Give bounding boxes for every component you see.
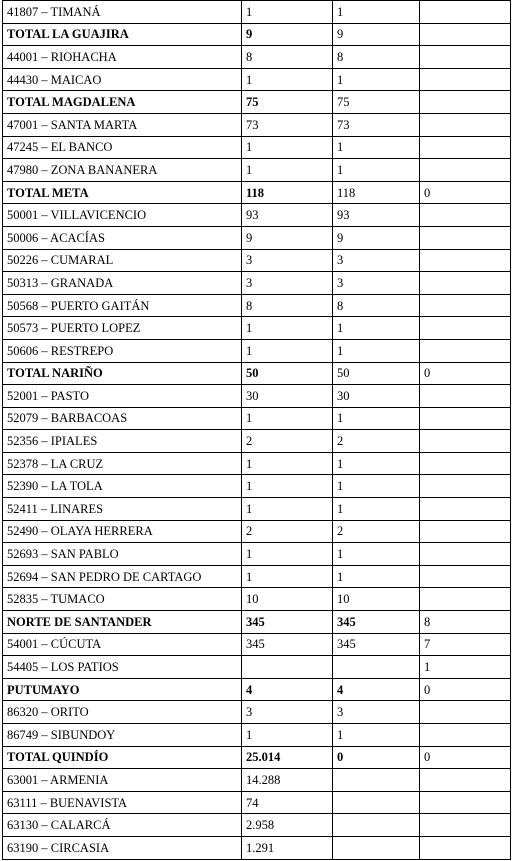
value-cell-2: 93 <box>333 204 420 227</box>
value-cell-3 <box>420 836 511 859</box>
value-cell-2: 1 <box>333 317 420 340</box>
value-cell-3 <box>420 520 511 543</box>
table-row <box>3 475 511 498</box>
value-cell-3 <box>420 407 511 430</box>
value-cell-3 <box>420 1 511 24</box>
value-cell-1: 75 <box>242 91 333 114</box>
value-cell-1: 1 <box>242 724 333 747</box>
total-row <box>3 23 511 46</box>
total-row <box>3 181 511 204</box>
municipality-cell: 50001 – VILLAVICENCIO <box>3 204 242 227</box>
municipality-cell: 52378 – LA CRUZ <box>3 452 242 475</box>
value-cell-1: 8 <box>242 46 333 69</box>
municipality-cell: 52693 – SAN PABLO <box>3 543 242 566</box>
municipality-cell: 54001 – CÚCUTA <box>3 633 242 656</box>
table-row <box>3 46 511 69</box>
municipality-cell: 63001 – ARMENIA <box>3 769 242 792</box>
municipality-cell: PUTUMAYO <box>3 678 242 701</box>
municipality-cell: 44430 – MAICAO <box>3 68 242 91</box>
value-cell-3 <box>420 814 511 837</box>
value-cell-1: 1 <box>242 136 333 159</box>
value-cell-1: 1 <box>242 339 333 362</box>
municipality-cell: NORTE DE SANTANDER <box>3 611 242 634</box>
value-cell-1: 1 <box>242 565 333 588</box>
municipality-cell: TOTAL META <box>3 181 242 204</box>
table-row <box>3 814 511 837</box>
municipality-cell: 50573 – PUERTO LOPEZ <box>3 317 242 340</box>
total-row <box>3 678 511 701</box>
municipality-cell: 52001 – PASTO <box>3 385 242 408</box>
value-cell-3: 1 <box>420 656 511 679</box>
value-cell-3 <box>420 430 511 453</box>
value-cell-1: 25.014 <box>242 746 333 769</box>
municipality-cell: 50226 – CUMARAL <box>3 249 242 272</box>
value-cell-1: 1 <box>242 498 333 521</box>
table-row <box>3 113 511 136</box>
value-cell-2: 10 <box>333 588 420 611</box>
municipality-cell: 63190 – CIRCASIA <box>3 836 242 859</box>
value-cell-3 <box>420 136 511 159</box>
table-row <box>3 588 511 611</box>
municipality-cell: 41807 – TIMANÁ <box>3 1 242 24</box>
municipality-cell: TOTAL QUINDÍO <box>3 746 242 769</box>
table-row <box>3 249 511 272</box>
municipality-cell: 44001 – RIOHACHA <box>3 46 242 69</box>
value-cell-3 <box>420 565 511 588</box>
total-row <box>3 362 511 385</box>
table-row <box>3 204 511 227</box>
municipality-cell: 50006 – ACACÍAS <box>3 226 242 249</box>
municipality-cell: 52390 – LA TOLA <box>3 475 242 498</box>
table-row <box>3 701 511 724</box>
value-cell-1: 30 <box>242 385 333 408</box>
value-cell-2: 9 <box>333 226 420 249</box>
value-cell-3 <box>420 701 511 724</box>
table-row <box>3 565 511 588</box>
value-cell-3 <box>420 46 511 69</box>
municipality-cell: 47245 – EL BANCO <box>3 136 242 159</box>
value-cell-2: 1 <box>333 339 420 362</box>
table-row <box>3 226 511 249</box>
value-cell-2: 4 <box>333 678 420 701</box>
municipality-cell: 52411 – LINARES <box>3 498 242 521</box>
value-cell-2: 1 <box>333 136 420 159</box>
value-cell-3 <box>420 226 511 249</box>
value-cell-1: 1 <box>242 543 333 566</box>
table-row <box>3 317 511 340</box>
value-cell-3 <box>420 23 511 46</box>
value-cell-2: 1 <box>333 498 420 521</box>
value-cell-1: 1 <box>242 407 333 430</box>
value-cell-1: 50 <box>242 362 333 385</box>
value-cell-2: 1 <box>333 565 420 588</box>
value-cell-1: 14.288 <box>242 769 333 792</box>
value-cell-1: 8 <box>242 294 333 317</box>
value-cell-1: 1 <box>242 452 333 475</box>
value-cell-2: 1 <box>333 159 420 182</box>
value-cell-3 <box>420 317 511 340</box>
value-cell-2: 30 <box>333 385 420 408</box>
value-cell-1: 1 <box>242 68 333 91</box>
table-row <box>3 791 511 814</box>
table-row <box>3 430 511 453</box>
value-cell-3 <box>420 204 511 227</box>
value-cell-1: 118 <box>242 181 333 204</box>
value-cell-1: 9 <box>242 226 333 249</box>
value-cell-1: 73 <box>242 113 333 136</box>
value-cell-1: 74 <box>242 791 333 814</box>
value-cell-3 <box>420 543 511 566</box>
value-cell-2: 1 <box>333 1 420 24</box>
value-cell-1: 1 <box>242 159 333 182</box>
value-cell-2: 1 <box>333 475 420 498</box>
municipality-cell: 52079 – BARBACOAS <box>3 407 242 430</box>
value-cell-2: 3 <box>333 249 420 272</box>
value-cell-3: 0 <box>420 746 511 769</box>
value-cell-3 <box>420 68 511 91</box>
value-cell-2: 8 <box>333 294 420 317</box>
value-cell-1: 4 <box>242 678 333 701</box>
value-cell-3 <box>420 91 511 114</box>
table-row <box>3 769 511 792</box>
municipality-cell: 52490 – OLAYA HERRERA <box>3 520 242 543</box>
municipality-cell: TOTAL MAGDALENA <box>3 91 242 114</box>
value-cell-1: 345 <box>242 633 333 656</box>
value-cell-3 <box>420 294 511 317</box>
value-cell-2 <box>333 791 420 814</box>
total-row <box>3 91 511 114</box>
table-row <box>3 159 511 182</box>
table-row <box>3 294 511 317</box>
table-row <box>3 724 511 747</box>
value-cell-2: 2 <box>333 520 420 543</box>
value-cell-3 <box>420 475 511 498</box>
total-row <box>3 746 511 769</box>
value-cell-1: 10 <box>242 588 333 611</box>
value-cell-2 <box>333 656 420 679</box>
value-cell-3 <box>420 339 511 362</box>
value-cell-2: 50 <box>333 362 420 385</box>
table-body <box>3 1 511 860</box>
value-cell-1: 1 <box>242 1 333 24</box>
value-cell-3 <box>420 385 511 408</box>
value-cell-1 <box>242 656 333 679</box>
value-cell-1: 3 <box>242 701 333 724</box>
table-row <box>3 656 511 679</box>
total-row <box>3 611 511 634</box>
value-cell-2: 8 <box>333 46 420 69</box>
municipality-cell: 52835 – TUMACO <box>3 588 242 611</box>
value-cell-2: 0 <box>333 746 420 769</box>
municipality-cell: 50606 – RESTREPO <box>3 339 242 362</box>
table-row <box>3 407 511 430</box>
value-cell-3: 0 <box>420 678 511 701</box>
value-cell-1: 9 <box>242 23 333 46</box>
value-cell-3: 7 <box>420 633 511 656</box>
municipality-cell: TOTAL NARIÑO <box>3 362 242 385</box>
value-cell-2: 1 <box>333 452 420 475</box>
data-table <box>2 0 511 860</box>
value-cell-1: 1 <box>242 317 333 340</box>
value-cell-3: 0 <box>420 181 511 204</box>
value-cell-3 <box>420 498 511 521</box>
value-cell-3 <box>420 159 511 182</box>
municipality-cell: 52694 – SAN PEDRO DE CARTAGO <box>3 565 242 588</box>
municipality-cell: 50568 – PUERTO GAITÁN <box>3 294 242 317</box>
value-cell-1: 1 <box>242 475 333 498</box>
value-cell-3 <box>420 272 511 295</box>
municipality-cell: 86749 – SIBUNDOY <box>3 724 242 747</box>
table-row <box>3 633 511 656</box>
table-row <box>3 836 511 859</box>
value-cell-2: 1 <box>333 543 420 566</box>
municipality-cell: 47001 – SANTA MARTA <box>3 113 242 136</box>
value-cell-2 <box>333 769 420 792</box>
table-row <box>3 272 511 295</box>
value-cell-2: 1 <box>333 724 420 747</box>
value-cell-1: 2 <box>242 520 333 543</box>
table-row <box>3 385 511 408</box>
municipality-cell: 63130 – CALARCÁ <box>3 814 242 837</box>
value-cell-2: 1 <box>333 68 420 91</box>
value-cell-1: 3 <box>242 249 333 272</box>
value-cell-3 <box>420 249 511 272</box>
value-cell-3 <box>420 452 511 475</box>
value-cell-1: 1.291 <box>242 836 333 859</box>
value-cell-1: 2 <box>242 430 333 453</box>
value-cell-2: 118 <box>333 181 420 204</box>
value-cell-2: 345 <box>333 611 420 634</box>
value-cell-1: 345 <box>242 611 333 634</box>
value-cell-2 <box>333 814 420 837</box>
value-cell-1: 93 <box>242 204 333 227</box>
municipality-cell: TOTAL LA GUAJIRA <box>3 23 242 46</box>
value-cell-2 <box>333 836 420 859</box>
municipality-cell: 86320 – ORITO <box>3 701 242 724</box>
municipality-cell: 54405 – LOS PATIOS <box>3 656 242 679</box>
table-row <box>3 498 511 521</box>
table-row <box>3 136 511 159</box>
table-row <box>3 68 511 91</box>
value-cell-2: 75 <box>333 91 420 114</box>
municipality-cell: 52356 – IPIALES <box>3 430 242 453</box>
value-cell-2: 345 <box>333 633 420 656</box>
value-cell-3 <box>420 769 511 792</box>
table-row <box>3 1 511 24</box>
municipality-cell: 63111 – BUENAVISTA <box>3 791 242 814</box>
table-row <box>3 520 511 543</box>
table-row <box>3 452 511 475</box>
municipality-cell: 47980 – ZONA BANANERA <box>3 159 242 182</box>
value-cell-3: 0 <box>420 362 511 385</box>
value-cell-2: 2 <box>333 430 420 453</box>
value-cell-2: 3 <box>333 272 420 295</box>
municipality-cell: 50313 – GRANADA <box>3 272 242 295</box>
value-cell-3: 8 <box>420 611 511 634</box>
value-cell-3 <box>420 791 511 814</box>
value-cell-3 <box>420 724 511 747</box>
value-cell-2: 73 <box>333 113 420 136</box>
value-cell-1: 3 <box>242 272 333 295</box>
table-row <box>3 543 511 566</box>
value-cell-3 <box>420 588 511 611</box>
value-cell-3 <box>420 113 511 136</box>
value-cell-2: 1 <box>333 407 420 430</box>
value-cell-2: 9 <box>333 23 420 46</box>
table-row <box>3 339 511 362</box>
value-cell-1: 2.958 <box>242 814 333 837</box>
value-cell-2: 3 <box>333 701 420 724</box>
